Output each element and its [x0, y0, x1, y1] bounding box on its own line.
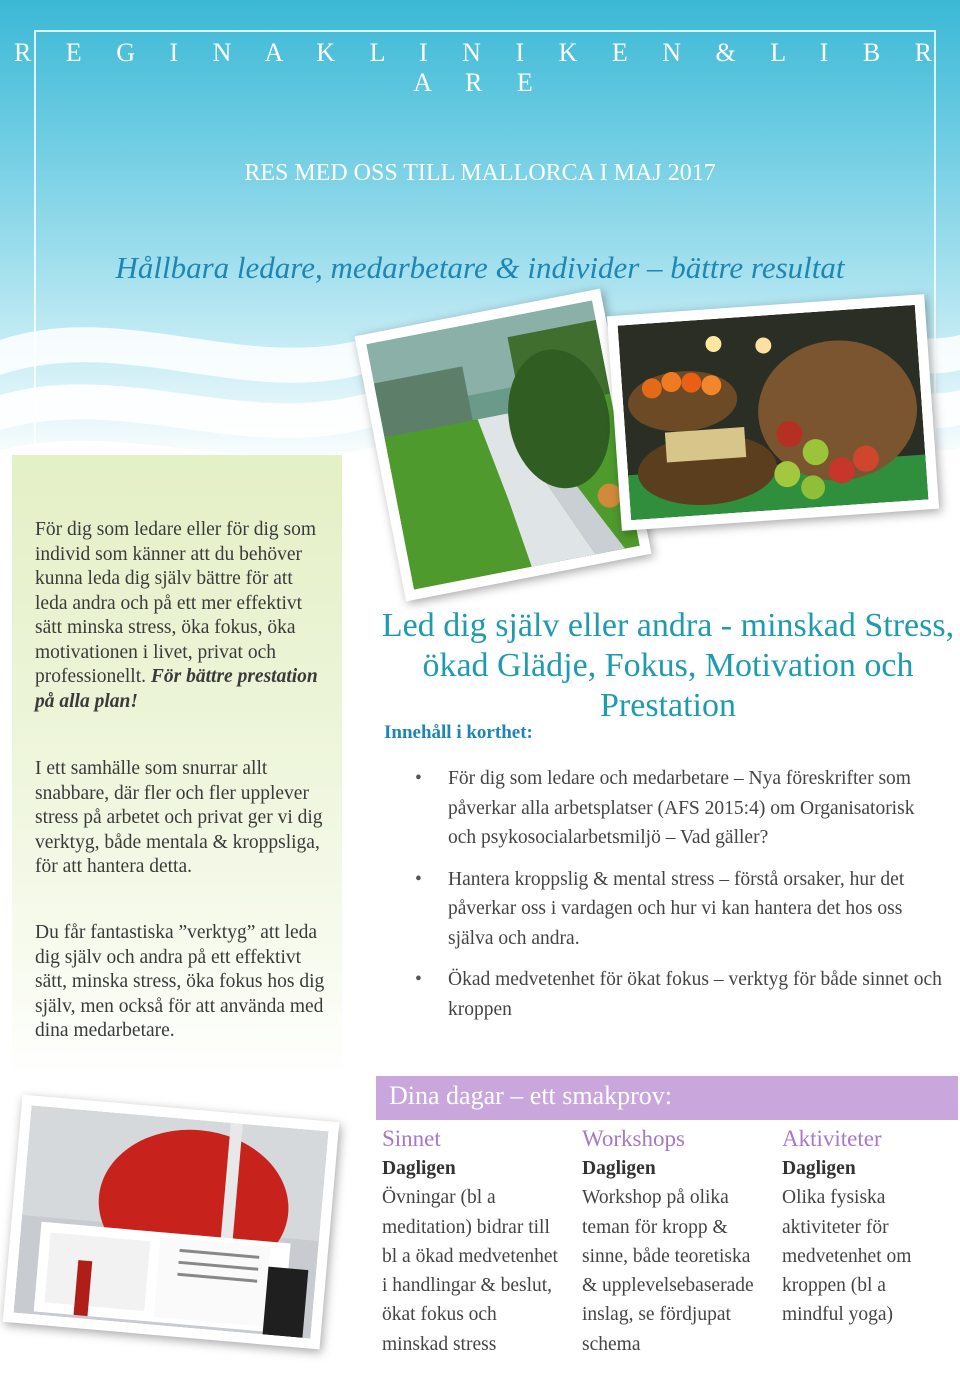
stress-paragraph: I ett samhälle som snurrar allt snabbare, där fler och fler upplever stress på arbetet och privat ger vi dig verktyg, både mentala & kroppsliga, för att hantera detta.: [35, 758, 323, 877]
column-text: Olika fysiska aktiviteter för medvetenhet om kroppen (bl a mindful yoga): [782, 1187, 912, 1326]
column-title: Aktiviteter: [782, 1126, 882, 1151]
column-frequency: Dagligen: [382, 1158, 456, 1179]
tagline: Hållbara ledare, medarbetare & individer – bättre resultat: [115, 250, 845, 285]
list-item: • Ökad medvetenhet för ökat fokus – verktyg för både sinnet och kroppen: [405, 965, 945, 1024]
column-sinnet: [382, 1124, 567, 1359]
main-heading: Led dig själv eller andra - minskad Stress, ökad Glädje, Fokus, Motivation och Prestation: [381, 607, 955, 724]
column-frequency: Dagligen: [782, 1158, 856, 1179]
garden-path-photo: [355, 289, 652, 602]
list-item: • För dig som ledare och medarbetare – Nya föreskrifter som påverkar alla arbetsplatser (AFS 2015:4) om Organisatorisk och psykosocialarbetsmiljö – Vad gäller?: [405, 764, 945, 853]
days-banner: [376, 1076, 958, 1120]
content-bullet-list: [405, 764, 945, 1036]
tools-paragraph: Du får fantastiska ”verktyg” att leda dig själv och andra på ett effektivt sätt, minska stress, öka fokus hos dig själv, men också för att använda med dina medarbetare.: [35, 922, 325, 1041]
clinic-title: R E G I N A K L I N I K E N & L I B R A R E: [13, 38, 947, 97]
intro-emphasis: För bättre prestation på alla plan!: [35, 666, 318, 712]
column-text: Övningar (bl a meditation) bidrar till bl a ökad medvetenhet i handlingar & beslut, ökat fokus och minskad stress: [382, 1187, 558, 1355]
column-frequency: Dagligen: [582, 1158, 656, 1179]
intro-paragraph: [35, 518, 325, 714]
column-aktiviteter: [782, 1124, 947, 1330]
fruit-basket-photo: [607, 294, 939, 531]
column-title: Sinnet: [382, 1126, 441, 1151]
column-title: Workshops: [582, 1126, 685, 1151]
days-title: Dina dagar – ett smakprov:: [389, 1081, 673, 1110]
column-workshops: [582, 1124, 767, 1359]
list-item: • Hantera kroppslig & mental stress – förstå orsaker, hur det påverkar oss i vardagen och hur vi kan hantera det hos oss själva och andra.: [405, 865, 945, 954]
column-text: Workshop på olika teman för kropp & sinne, både teoretiska & upplevelsebaserade inslag, se fördjupat schema: [582, 1187, 754, 1355]
content-label: Innehåll i korthet:: [384, 722, 533, 743]
trip-subtitle: RES MED OSS TILL MALLORCA I MAJ 2017: [244, 160, 716, 186]
notebook-chair-photo: [3, 1095, 340, 1350]
intro-text: För dig som ledare eller för dig som individ som känner att du behöver kunna leda dig själv bättre för att leda andra och på ett mer effektivt sätt minska stress, öka fokus, öka motivationen i livet, privat och professionellt.: [35, 519, 317, 687]
